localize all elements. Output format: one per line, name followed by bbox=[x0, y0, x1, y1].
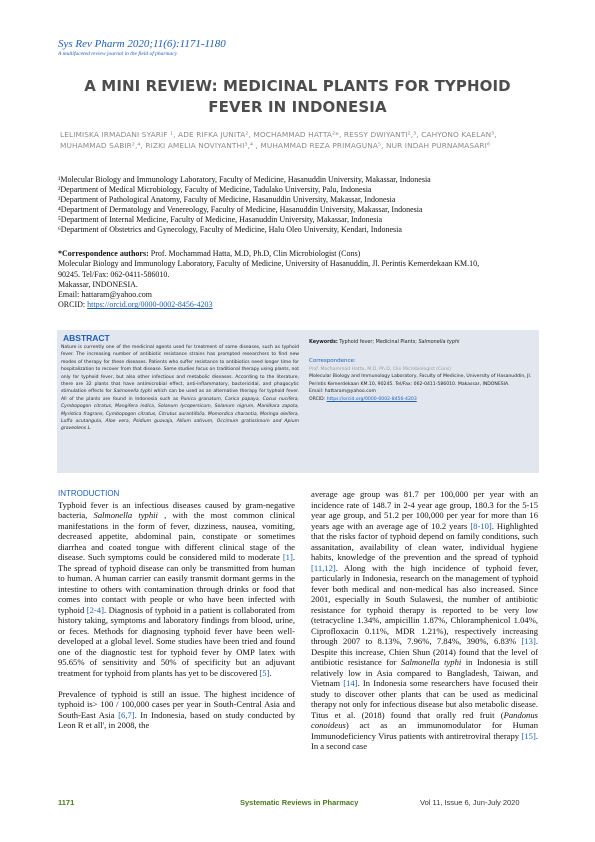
abstract-text: Nature is currently one of the medicinal agents used for treatment of some diseases, such as typhoid fever. The increasing number of antibiotic resistance strains has prompted researchers to find new modes of therapy for these diseases. Patients who suffer resistance to antibiotics need longer time for hospitalization to recover from that disease. Some studies focus on traditional therapy using plants, not only for typhoid fever, but also other infectious and metabolic diseases. According to the literature, there are 32 plants that have antimicrobial effect, anti-inflammatory, bactericidal, and phagocytic stimulation effects for Salmonella typhi which can be used as an alternative therapy for typhoid fever. All of the plants are found in Indonesia such as Punica granatum, Carica papaya, Cocus nucifera, Cymbopogon citratus, Mangifera indica, Solanum lycopersicum, Solanum nigrum, Manilkara zapota, Myristica fragrans, Cymbopogon citratus, Citrutus aurantifolia, Momordica charantia, Moringa oleifera, Luffa acutangula, Aloe vera, Psidium guavaja, Allium sativum, Occimum gratissimum and Apium graveolens L. bbox=[61, 345, 300, 432]
page-number: 1171 bbox=[58, 798, 75, 807]
correspondence-label: *Correspondence authors: bbox=[58, 249, 149, 258]
citation-link[interactable]: [1] bbox=[282, 552, 293, 562]
abstract-correspondence-heading: Correspondence: bbox=[309, 358, 356, 364]
affiliation-4: ⁴Department of Dermatology and Venereology, Faculty of Medicine, Hasanuddin University, Makassar, Indonesia bbox=[58, 205, 423, 215]
paper-title: A MINI REVIEW: MEDICINAL PLANTS FOR TYPHOID FEVER IN INDONESIA bbox=[84, 77, 511, 116]
keywords-label: Keywords: bbox=[309, 339, 338, 345]
citation-link[interactable]: [8-10] bbox=[470, 520, 492, 531]
abstract-correspondence: Correspondence: Prof. Mochammad Hatta, M.D, Ph.D, Clin Microbiologist (Cons) Molecular Biology and Immunology Laboratory, Faculty of Medicine, University of Hasanuddin, Jl. Perintis Kemerdekaan KM.10, 90245. Tel/Fax: 062-0411-586010. Makassar, INDONESIA. Email: hattaram@yahoo.com ORCID: https://orcid.org/0000-0002-8456-4203 bbox=[309, 358, 537, 403]
intro-paragraph-3: average age group was 81.7 per 100,000 per year with an incidence rate of 148.7 in 2-4 year age group, 180.3 for the 5-15 year age group, and 51.2 per 100,000 per year for more than 16 years age with an average age of 10.2 years [8-10]. Highlighted that the risks factor of typhoid depend on family conditions, such assanitation, availability of clean water, individual hygiene habits, knowledge of the prevention and the spread of typhoid [11,12]. Along with the high incidence of typhoid fever, particularly in Indonesia, research on the management of typhoid fever both medical and non-medical has also increased. Since 2001, especially in South Sulawesi, the number of antibiotic resistance for typhoid therapy is reported to be very low (tetracycline 1.34%, ampicillin 1.87%, Chloramphenicol 1.04%, Ciprofloxacin 0.11%, MDR 1.21%), respectively increasing through 2007 to 8.13%, 7.96%, 7.84%, 390%, 6.83% [13]. Despite this increase, Chien Shun (2014) found that the level of antibiotic resistance for Salmonella typhi in Indonesia is still relatively low in Asia compared to Bangladesh, Taiwan, and Vietnam [14]. In Indonesia some researchers have focused their study to discover other plants that can be used as medicinal therapy not only for infectious disease but also metabolic disease. Titus et al. (2018) found that orally red fruit (Pandonus conoideus) act as an immunomodulator for Human Immunodeficiency Virus patients with antiretroviral therapy [15]. In a second case bbox=[311, 489, 538, 751]
abstract-correspondence-name: Prof. Mochammad Hatta, M.D, Ph.D, Clin Microbiologist (Cons) bbox=[309, 366, 452, 372]
citation-link[interactable]: [6,7] bbox=[118, 709, 135, 720]
intro-paragraph-2: Prevalence of typhoid is still an issue. The highest incidence of typhoid is> 100 / 100,000 cases per year in South-Central Asia and South-East Asia [6,7]. In Indonesia, based on study conducted by Leon R et all', in 2008, the bbox=[58, 688, 295, 730]
citation-link[interactable]: [2-4] bbox=[86, 604, 104, 615]
journal-subtitle: A multifaceted review journal in the field of pharmacy bbox=[58, 51, 178, 57]
affiliation-5: ⁵Department of Internal Medicine, Faculty of Medicine, Hasanuddin University, Makassar, Indonesia bbox=[58, 215, 383, 225]
affiliation-1: ¹Molecular Biology and Immunology Laboratory, Faculty of Medicine, Hasanuddin University, Makassar, Indonesia bbox=[58, 175, 431, 184]
citation-link[interactable]: [11,12] bbox=[311, 562, 336, 573]
body-column-left bbox=[58, 489, 295, 731]
abstract-correspondence-address: Molecular Biology and Immunology Laboratory, Faculty of Medicine, University of Hasanuddin, Jl. Perintis Kemerdekaan KM.10, 90245. Tel/Fax: 062-0411-586010. Makassar, INDONESIA. bbox=[309, 374, 532, 387]
correspondence-name: Prof. Mochammad Hatta, M.D, Ph.D, Clin Microbiologist (Cons) bbox=[148, 249, 361, 258]
correspondence-email: Email: hattaram@yahoo.com bbox=[58, 290, 153, 300]
citation-link[interactable]: [14] bbox=[343, 678, 358, 688]
footer-volume: Vol 11, Issue 6, Jun-July 2020 bbox=[420, 798, 520, 807]
footer-journal-name: Systematic Reviews in Pharmacy bbox=[240, 798, 359, 807]
abstract-heading: ABSTRACT bbox=[63, 333, 110, 343]
correspondence-address-1: Molecular Biology and Immunology Laboratory, Faculty of Medicine, University of Hasanuddin, Jl. Perintis Kemerdekaan KM.10, bbox=[58, 259, 480, 269]
keywords: Keywords: Typhoid fever; Medicinal Plants; Salmonella typhi bbox=[309, 339, 460, 345]
abstract-orcid-link[interactable]: https://orcid.org/0000-0002-8456-4203 bbox=[326, 396, 417, 402]
introduction-heading: INTRODUCTION bbox=[58, 489, 120, 498]
orcid-link[interactable]: https://orcid.org/0000-0002-8456-4203 bbox=[87, 300, 213, 310]
affiliation-3: ³Department of Pathological Anatomy, Faculty of Medicine, Hasanuddin University, Makassar, Indonesia bbox=[58, 195, 396, 205]
correspondence-address-2: 90245. Tel/Fax: 062-0411-586010. bbox=[58, 269, 170, 279]
journal-citation: Sys Rev Pharm 2020;11(6):1171-1180 bbox=[58, 38, 226, 50]
correspondence-block bbox=[58, 249, 538, 311]
abstract-correspondence-email: Email: hattaram@yahoo.com bbox=[309, 389, 376, 394]
citation-link[interactable]: [13] bbox=[521, 636, 536, 646]
citation-link[interactable]: [5] bbox=[259, 667, 270, 678]
affiliation-2: ²Department of Medical Microbiology, Faculty of Medicine, Tadulako University, Palu, Indonesia bbox=[58, 185, 372, 195]
affiliations bbox=[58, 175, 538, 236]
orcid-label: ORCID: bbox=[58, 300, 88, 310]
body-column-right bbox=[311, 489, 538, 752]
affiliation-6: ⁶Department of Obstetrics and Gynecology, Faculty of Medicine, Halu Oleo University, Kendari, Indonesia bbox=[58, 225, 402, 235]
correspondence-address-3: Makassar, INDONESIA. bbox=[58, 279, 138, 289]
citation-link[interactable]: [15] bbox=[521, 730, 536, 741]
author-list: LELIMISKA IRMADANI SYARIF ¹, ADE RIFKA JUNITA², MOCHAMMAD HATTA²*, RESSY DWIYANTI²,³, CAHYONO KAELAN³, MUHAMMAD SABIR²,⁴, RIZKI AMELIA NOVIYANTHI³,⁴ , MUHAMMAD REZA PRIMAGUNA⁵, NUR INDAH PURNAMASARI⁶ bbox=[60, 130, 497, 150]
intro-paragraph-1: Typhoid fever is an infectious diseases caused by gram-negative bacteria, Salmonella typhii , with the most common clinical manifestations in the form of fever, dizziness, nausea, vomiting, decreased appetite, abdominal pain, constipate or sometimes diarrhea and coated tongue with different clinical stage of the disease. Such symptoms could be considered mild to moderate [1]. The spread of typhoid disease can only be transmitted from human to human. A human carrier can easily transmit dormant germs in the intestine to others with contamination through drinks or food that comes into contact with people or who have been infected with typhoid [2-4]. Diagnosis of typhoid in a patient is collaborated from history taking, symptoms and laboratory findings from blood, urine, or feces. Methods for diagnosing typhoid fever have been well-developed at a global level. Some studies have been tried and found one of the diagnostic test for typhoid fever by OMP latex with 95.65% of sensitivity and 50% of specificity but an adjuvant treatment for typhoid from plants has yet to be discovered [5]. bbox=[58, 499, 295, 678]
